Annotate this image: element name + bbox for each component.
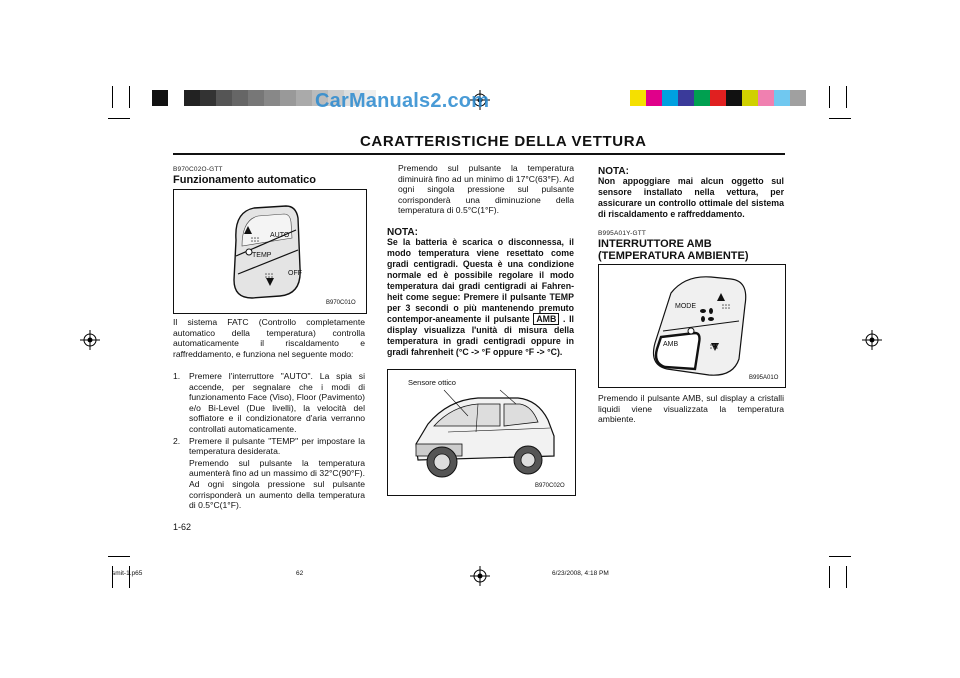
figure-code: B970C02O xyxy=(535,483,565,489)
optical-sensor-figure xyxy=(387,369,576,496)
nota-battery-part1: Se la batteria è scarica o disconnessa, il modo temperatura viene resettato come gradi centigradi. Questa è una condizione normale ed è possibile regolare il modo temperatura dai gradi centigradi ai Fahren-heit come segue: xyxy=(387,237,574,302)
step-text: Premere l'interruttore "AUTO". La spia si accende, per segnalare che i modi di funzionamento Face (Viso), Floor (Pavimento) e/o Bi-Level (Due livelli), la velocità del soffiatore e il condizionatore d'aria verranno controllati automaticamente. xyxy=(189,371,365,434)
amb-paragraph: Premendo il pulsante AMB, sul display a cristalli liquidi viene visualizzata la temperatura ambiente. xyxy=(598,393,784,425)
steps-list xyxy=(173,371,365,511)
section-heading xyxy=(598,238,749,262)
grayscale-swatch xyxy=(200,90,216,106)
step-2-continuation: Premendo sul pulsante la temperatura aumenterà fino ad un massimo di 32°C(90°F). Ad ogni singola pressione sul pulsante corrisponderà un aumento della temperatura di 0.5°C(1°F). xyxy=(189,457,365,511)
color-swatch xyxy=(710,90,726,106)
crop-mark xyxy=(829,556,851,557)
color-swatch xyxy=(774,90,790,106)
color-swatch xyxy=(726,90,742,106)
watermark: CarManuals2.com xyxy=(315,90,490,112)
color-swatch xyxy=(806,90,822,106)
nota-heading: NOTA: xyxy=(387,227,418,238)
crop-mark xyxy=(846,566,847,588)
auto-button-label: AUTO xyxy=(270,232,290,239)
step-text: Premere il pulsante "TEMP" per impostare la temperatura desiderata. xyxy=(189,435,365,457)
registration-target-icon xyxy=(862,330,882,350)
grayscale-swatch xyxy=(280,90,296,106)
section-heading-line2: (TEMPERATURA AMBIENTE) xyxy=(598,250,749,262)
title-rule xyxy=(173,153,785,155)
registration-target-icon xyxy=(80,330,100,350)
crop-mark xyxy=(829,118,851,119)
color-swatch xyxy=(790,90,806,106)
temp-button-label: TEMP xyxy=(252,252,272,259)
intro-paragraph: Il sistema FATC (Controllo completamente automatico della temperatura) controlla automaticamente il riscaldamento e raffreddamento, e funziona nel seguente modo: xyxy=(173,317,365,359)
amb-key-label: AMB xyxy=(533,313,559,325)
mode-button-label: MODE xyxy=(675,303,696,310)
nota-battery-part3: . Il display visualizza l'unità di misura della temperatura in gradi centigradi oppure in gradi fahrenheit (°C -> °F oppure °F -> °C). xyxy=(387,314,574,357)
nota-sensor: Non appoggiare mai alcun oggetto sul sensore installato nella vettura, per assicurare un controllo ottimale del sistema di riscaldamento e raffreddamento. xyxy=(598,176,784,219)
color-swatch xyxy=(758,90,774,106)
step-number: 1. xyxy=(173,371,181,381)
step-number: 2. xyxy=(173,435,181,446)
grayscale-swatch xyxy=(168,90,184,106)
amb-button-label: AMB xyxy=(663,341,679,348)
optical-sensor-label: Sensore ottico xyxy=(408,378,456,387)
grayscale-swatch xyxy=(216,90,232,106)
grayscale-swatch xyxy=(248,90,264,106)
crop-mark xyxy=(108,556,130,557)
crop-mark xyxy=(129,86,130,108)
footer-filename: smit-1.p65 xyxy=(112,570,143,577)
color-swatch xyxy=(742,90,758,106)
amb-buttons-illustration xyxy=(599,265,785,387)
grayscale-swatch xyxy=(264,90,280,106)
color-swatch xyxy=(646,90,662,106)
crop-mark xyxy=(829,86,830,108)
amb-switch-figure xyxy=(598,264,786,388)
registration-target-icon xyxy=(470,566,490,586)
grayscale-swatch xyxy=(152,90,168,106)
crop-mark xyxy=(112,86,113,108)
grayscale-swatch xyxy=(296,90,312,106)
color-bar xyxy=(630,90,822,106)
step-item xyxy=(173,371,365,435)
off-button-label: OFF xyxy=(288,270,302,277)
crop-mark xyxy=(108,118,130,119)
fatc-control-figure xyxy=(173,189,367,314)
suv-car-illustration xyxy=(388,370,575,495)
nota-heading: NOTA: xyxy=(598,166,629,177)
section-heading-line1: INTERRUTTORE AMB xyxy=(598,238,712,250)
nota-battery xyxy=(387,237,574,358)
color-swatch xyxy=(694,90,710,106)
figure-code: B995A01O xyxy=(749,375,779,381)
figure-code: B970C01O xyxy=(326,300,356,306)
section-code: B970C02O-GTT xyxy=(173,166,223,173)
section-heading: Funzionamento automatico xyxy=(173,174,316,186)
page-title: CARATTERISTICHE DELLA VETTURA xyxy=(360,133,647,150)
color-swatch xyxy=(678,90,694,106)
page-number: 1-62 xyxy=(173,522,192,532)
color-swatch xyxy=(630,90,646,106)
grayscale-swatch xyxy=(184,90,200,106)
footer-date: 6/23/2008, 4:18 PM xyxy=(552,570,609,577)
crop-mark xyxy=(846,86,847,108)
grayscale-swatch xyxy=(232,90,248,106)
section-code: B995A01Y-GTT xyxy=(598,230,647,237)
footer-page: 62 xyxy=(296,570,304,577)
crop-mark xyxy=(829,566,830,588)
step-item xyxy=(173,436,365,457)
color-swatch xyxy=(662,90,678,106)
nota-battery-part2: Premere il pulsante TEMP per 3 secondi o più mantenendo premuto contempor-aneamente il pulsante xyxy=(387,292,574,324)
temperature-decrease-paragraph: Premendo sul pulsante la temperatura diminuirà fino ad un minimo di 17°C(63°F). Ad ogni singola pressione sul pulsante corrisponderà una diminuzione della temperatura di 0.5°C(1°F). xyxy=(398,163,574,216)
